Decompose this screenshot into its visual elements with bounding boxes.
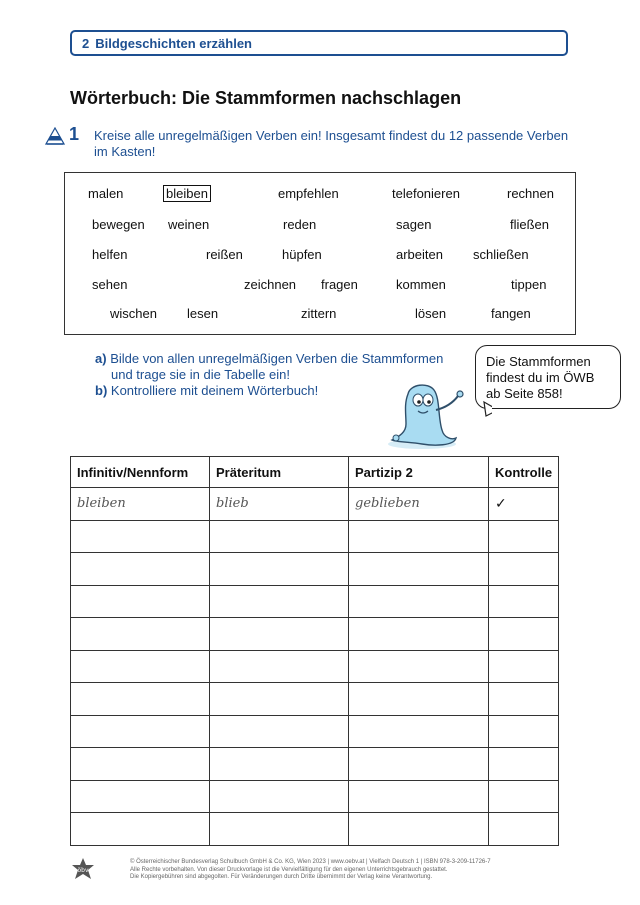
cell-input[interactable] bbox=[489, 520, 559, 553]
cell-input[interactable] bbox=[210, 520, 349, 553]
cell-input[interactable] bbox=[210, 683, 349, 716]
cell-input[interactable] bbox=[71, 813, 210, 846]
cell-input[interactable] bbox=[71, 585, 210, 618]
cell-input[interactable] bbox=[210, 813, 349, 846]
speech-bubble bbox=[475, 345, 621, 409]
footer-line-2: Alle Rechte vorbehalten. Von dieser Druckvorlage ist die Vervielfältigung für den eigenen Unterrichtsgebrauch gestattet. bbox=[130, 866, 448, 873]
cell-input[interactable] bbox=[349, 618, 489, 651]
cell-infinitive: bleiben bbox=[71, 488, 210, 521]
cell-input[interactable] bbox=[349, 780, 489, 813]
cell-input[interactable] bbox=[210, 715, 349, 748]
table-row bbox=[71, 650, 559, 683]
word-item[interactable]: empfehlen bbox=[278, 186, 339, 201]
cell-preterite: blieb bbox=[210, 488, 349, 521]
word-item[interactable]: malen bbox=[88, 186, 124, 201]
table-row bbox=[71, 683, 559, 716]
table-row bbox=[71, 585, 559, 618]
cell-input[interactable] bbox=[71, 553, 210, 586]
word-item[interactable]: lesen bbox=[187, 306, 219, 321]
word-item[interactable]: fließen bbox=[510, 217, 550, 232]
mascot-ghost-icon bbox=[382, 380, 492, 452]
word-item[interactable]: hüpfen bbox=[282, 247, 322, 262]
subtask-a-line2: und trage sie in die Tabelle ein! bbox=[111, 367, 290, 382]
checkmark-icon: ✓ bbox=[489, 488, 559, 521]
cell-input[interactable] bbox=[489, 813, 559, 846]
cell-input[interactable] bbox=[71, 748, 210, 781]
table-header-row bbox=[71, 457, 559, 488]
cell-input[interactable] bbox=[210, 585, 349, 618]
cell-input[interactable] bbox=[71, 683, 210, 716]
col-header-preterite: Präteritum bbox=[210, 457, 349, 488]
page-title: Wörterbuch: Die Stammformen nachschlagen bbox=[70, 88, 462, 108]
chapter-title: Bildgeschichten erzählen bbox=[95, 35, 252, 51]
stem-forms-table bbox=[70, 456, 559, 846]
word-item[interactable]: sehen bbox=[92, 277, 128, 292]
word-item[interactable]: weinen bbox=[168, 217, 210, 232]
cell-input[interactable] bbox=[349, 715, 489, 748]
cell-input[interactable] bbox=[210, 650, 349, 683]
col-header-check: Kontrolle bbox=[489, 457, 559, 488]
word-item[interactable]: bewegen bbox=[92, 217, 145, 232]
cell-input[interactable] bbox=[489, 780, 559, 813]
cell-input[interactable] bbox=[210, 553, 349, 586]
word-item[interactable]: arbeiten bbox=[396, 247, 443, 262]
table-row bbox=[71, 520, 559, 553]
table-row bbox=[71, 780, 559, 813]
bubble-line-2: findest du im ÖWB bbox=[486, 370, 595, 385]
word-item[interactable]: schließen bbox=[473, 247, 529, 262]
subtask-a-label: a) bbox=[95, 351, 107, 366]
cell-input[interactable] bbox=[349, 748, 489, 781]
cell-input[interactable] bbox=[349, 585, 489, 618]
cell-input[interactable] bbox=[210, 748, 349, 781]
cell-input[interactable] bbox=[71, 520, 210, 553]
cell-input[interactable] bbox=[489, 683, 559, 716]
word-item[interactable]: telefonieren bbox=[392, 186, 460, 201]
task-instruction: Kreise alle unregelmäßigen Verben ein! Insgesamt findest du 12 passende Verben im Kasten! bbox=[94, 128, 569, 159]
cell-input[interactable] bbox=[489, 650, 559, 683]
cell-input[interactable] bbox=[489, 585, 559, 618]
table-row bbox=[71, 553, 559, 586]
word-item[interactable]: zeichnen bbox=[244, 277, 297, 292]
word-item[interactable]: kommen bbox=[396, 277, 446, 292]
table-row bbox=[71, 715, 559, 748]
pyramid-level-icon bbox=[45, 127, 65, 145]
cell-input[interactable] bbox=[349, 520, 489, 553]
cell-input[interactable] bbox=[210, 780, 349, 813]
cell-participle: geblieben bbox=[349, 488, 489, 521]
cell-input[interactable] bbox=[489, 553, 559, 586]
cell-input[interactable] bbox=[349, 813, 489, 846]
table-row bbox=[71, 748, 559, 781]
word-item[interactable]: lösen bbox=[415, 306, 447, 321]
word-item[interactable]: zittern bbox=[301, 306, 337, 321]
bubble-line-1: Die Stammformen bbox=[486, 354, 591, 369]
cell-input[interactable] bbox=[349, 683, 489, 716]
cell-input[interactable] bbox=[71, 715, 210, 748]
word-box bbox=[64, 172, 576, 335]
word-item-circled[interactable]: bleiben bbox=[163, 185, 211, 202]
word-item[interactable]: fragen bbox=[321, 277, 358, 292]
cell-input[interactable] bbox=[71, 780, 210, 813]
cell-input[interactable] bbox=[489, 748, 559, 781]
cell-input[interactable] bbox=[349, 553, 489, 586]
chapter-number: 2 bbox=[82, 35, 90, 51]
word-item[interactable]: fangen bbox=[491, 306, 531, 321]
cell-input[interactable] bbox=[489, 715, 559, 748]
word-item[interactable]: tippen bbox=[511, 277, 547, 292]
chapter-header bbox=[70, 30, 568, 56]
subtask-a-line1: Bilde von allen unregelmäßigen Verben die Stammformen bbox=[110, 351, 444, 366]
table-row bbox=[71, 618, 559, 651]
subtask-b bbox=[95, 383, 318, 399]
footer-line-1: © Österreichischer Bundesverlag Schulbuch GmbH & Co. KG, Wien 2023 | www.oebv.at | Vielfach Deutsch 1 | ISBN 978-3-209-11726-7 bbox=[130, 859, 491, 865]
word-item[interactable]: sagen bbox=[396, 217, 432, 232]
subtask-b-label: b) bbox=[95, 383, 108, 398]
footer-copyright bbox=[130, 859, 491, 882]
task-number: 1 bbox=[69, 124, 80, 144]
cell-input[interactable] bbox=[349, 650, 489, 683]
word-item[interactable]: wischen bbox=[110, 306, 157, 321]
footer-line-3: Die Kopiergebühren sind abgegolten. Für Veränderungen durch Dritte übernimmt der Verlag keine Verantwortung. bbox=[130, 874, 433, 880]
logo-text: öbv bbox=[77, 867, 89, 874]
word-item[interactable]: rechnen bbox=[507, 186, 554, 201]
word-item[interactable]: reden bbox=[283, 217, 317, 232]
cell-input[interactable] bbox=[210, 618, 349, 651]
bubble-line-3: ab Seite 858! bbox=[486, 386, 563, 401]
cell-input[interactable] bbox=[71, 650, 210, 683]
cell-input[interactable] bbox=[71, 618, 210, 651]
cell-input[interactable] bbox=[489, 618, 559, 651]
publisher-logo bbox=[70, 856, 96, 882]
col-header-infinitive: Infinitiv/Nennform bbox=[71, 457, 210, 488]
word-item[interactable]: reißen bbox=[206, 247, 243, 262]
table-row-example bbox=[71, 488, 559, 521]
subtask-a bbox=[95, 351, 443, 383]
col-header-participle: Partizip 2 bbox=[349, 457, 489, 488]
table-row bbox=[71, 813, 559, 846]
subtask-b-line1: Kontrolliere mit deinem Wörterbuch! bbox=[110, 383, 319, 398]
word-item[interactable]: helfen bbox=[92, 247, 128, 262]
